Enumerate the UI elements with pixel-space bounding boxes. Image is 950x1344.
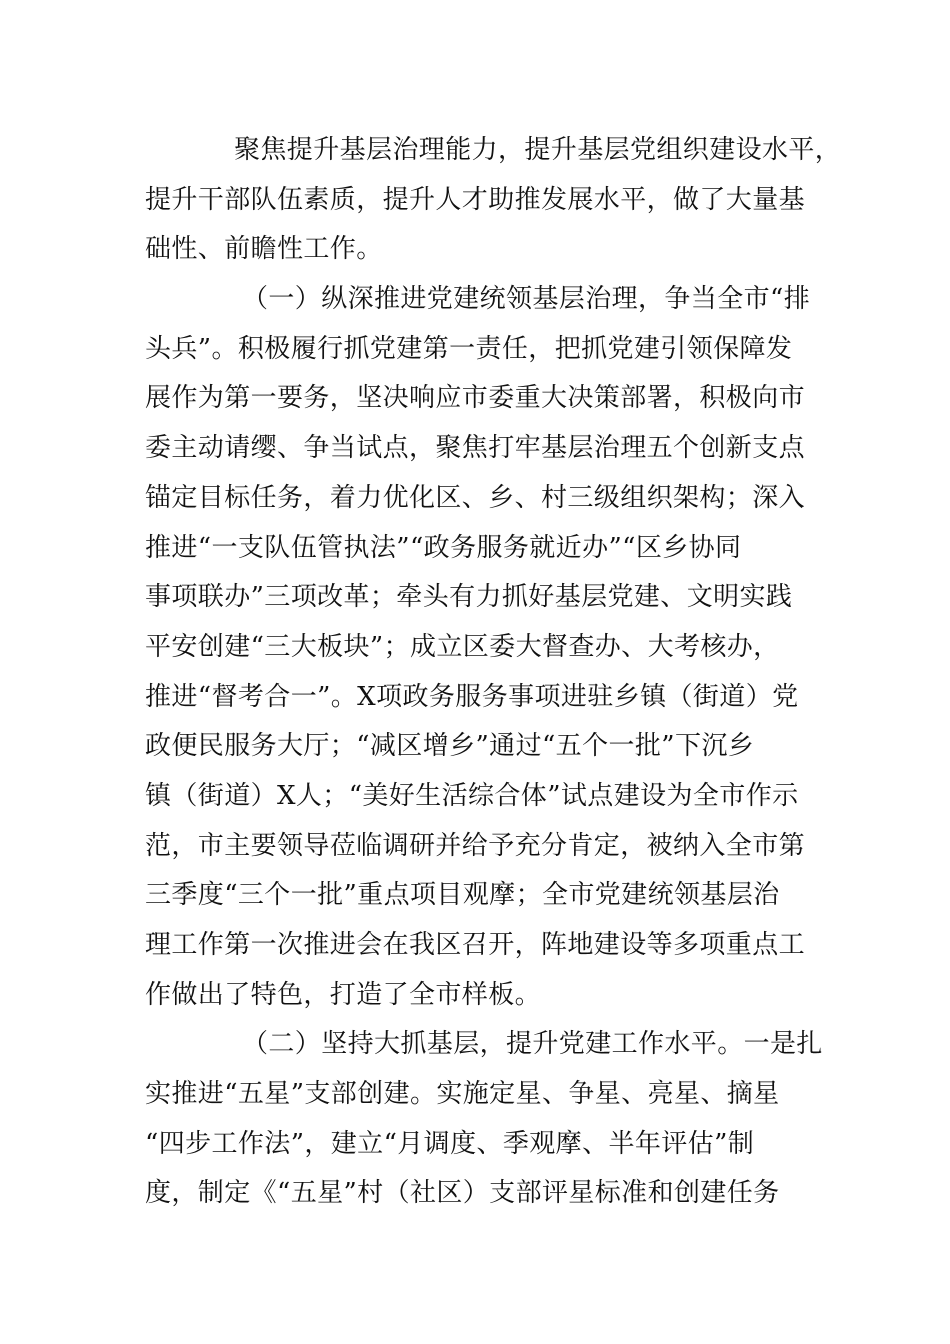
document-page: [145, 126, 842, 1219]
paragraph-section-2: [145, 1020, 823, 1219]
text-line: 推进“一支队伍管执法”“政务服务就近办”“区乡协同: [145, 532, 742, 563]
text-line: “四步工作法”，建立“月调度、季观摩、半年评估”制: [145, 1128, 755, 1159]
text-line: 聚焦提升基层治理能力，提升基层党组织建设水平，: [234, 135, 842, 165]
text-line: 政便民服务大厅；“减区增乡”通过“五个一批”下沉乡: [145, 731, 755, 762]
paragraph-intro: [145, 126, 842, 275]
text-line: 实推进“五星”支部创建。实施定星、争星、亮星、摘星: [145, 1079, 780, 1110]
text-line: 头兵”。积极履行抓党建第一责任，把抓党建引领保障发: [145, 333, 793, 364]
text-line: 推进“督考合一”。X项政务服务事项进驻乡镇（街道）党: [145, 681, 799, 712]
text-line: 委主动请缨、争当试点，聚焦打牢基层治理五个创新支点: [145, 433, 806, 464]
text-line: 范，市主要领导莅临调研并给予充分肯定，被纳入全市第: [145, 830, 806, 861]
text-line: 提升干部队伍素质，提升人才助推发展水平，做了大量基: [145, 184, 806, 215]
paragraph-section-1: [145, 275, 811, 1020]
text-line: 础性、前瞻性工作。: [145, 234, 383, 265]
text-line: 锚定目标任务，着力优化区、乡、村三级组织架构；深入: [145, 482, 806, 513]
text-line: 作做出了特色，打造了全市样板。: [145, 979, 542, 1010]
text-line: 事项联办”三项改革；牵头有力抓好基层党建、文明实践: [145, 582, 793, 613]
text-line: 平安创建“三大板块”；成立区委大督查办、大考核办，: [145, 631, 780, 662]
text-line: 三季度“三个一批”重点项目观摩；全市党建统领基层治: [145, 880, 780, 911]
section-heading-line: （一）纵深推进党建统领基层治理，争当全市“排: [242, 284, 811, 315]
text-line: 度，制定《“五星”村（社区）支部评星标准和创建任务: [145, 1178, 780, 1209]
text-line: 镇（街道）X人；“美好生活综合体”试点建设为全市作示: [145, 780, 799, 811]
text-line: 理工作第一次推进会在我区召开，阵地建设等多项重点工: [145, 930, 806, 960]
text-line: 展作为第一要务，坚决响应市委重大决策部署，积极向市: [145, 383, 806, 414]
section-heading-line: （二）坚持大抓基层，提升党建工作水平。一是扎: [242, 1029, 823, 1060]
